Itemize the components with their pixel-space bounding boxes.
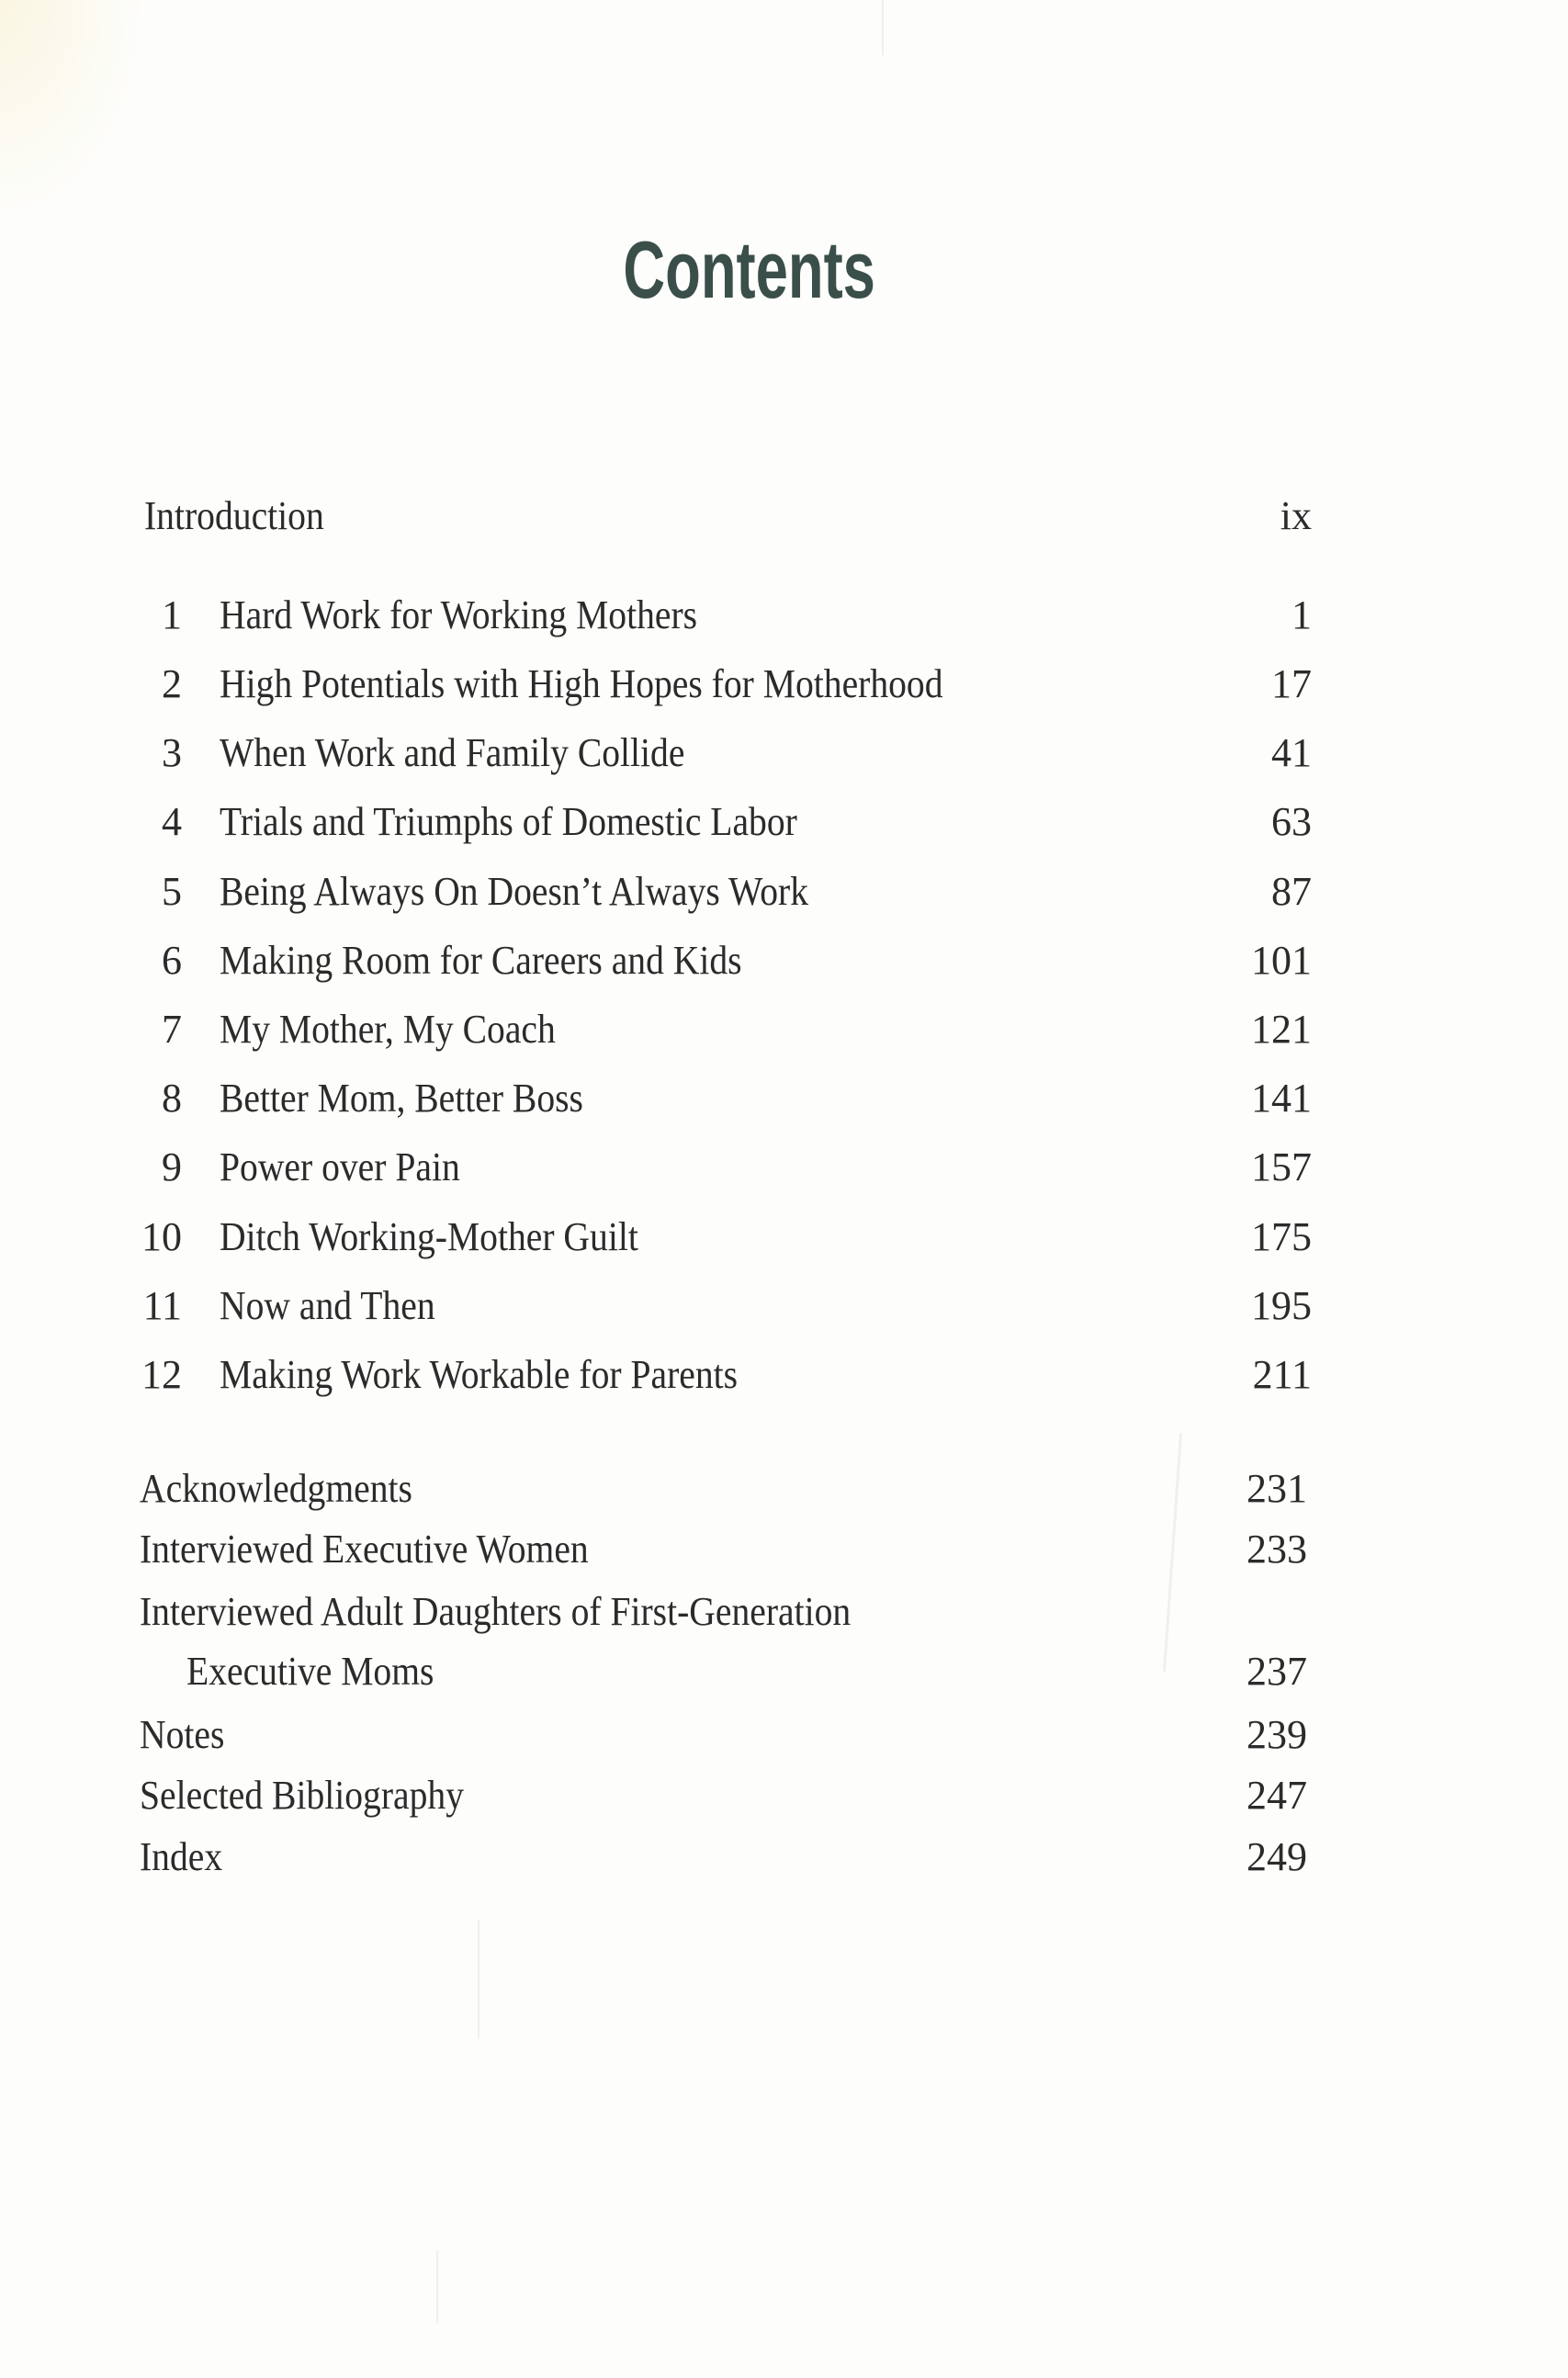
chapter-title: Making Work Workable for Parents: [220, 1352, 739, 1397]
toc-entry-title: Notes: [140, 1712, 225, 1757]
toc-chapter[interactable]: [0, 933, 1568, 988]
toc-entry-title-line1: Interviewed Adult Daughters of First-Generation: [140, 1589, 852, 1634]
chapter-number: 7: [162, 1007, 182, 1052]
chapter-number: 11: [142, 1283, 182, 1328]
toc-chapter[interactable]: [0, 1140, 1568, 1195]
toc-chapter[interactable]: [0, 1210, 1568, 1265]
toc-entry-title: Index: [140, 1834, 223, 1879]
toc-chapter[interactable]: [0, 795, 1568, 850]
chapter-page: 195: [1251, 1283, 1312, 1328]
chapter-page: 141: [1251, 1076, 1312, 1121]
toc-entry-acknowledgments[interactable]: [0, 1461, 1568, 1516]
toc-chapter[interactable]: [0, 1071, 1568, 1126]
toc-entry-page: 249: [1247, 1834, 1307, 1879]
toc-entry-selected-bibliography[interactable]: [0, 1768, 1568, 1823]
chapter-number: 8: [162, 1076, 182, 1121]
toc-entry-title: Acknowledgments: [140, 1466, 412, 1511]
toc-entry-interviewed-executive-women[interactable]: [0, 1522, 1568, 1577]
page-title-text: Contents: [623, 224, 876, 315]
toc-entry-title: Introduction: [144, 493, 324, 538]
toc-chapter[interactable]: [0, 726, 1568, 781]
toc-chapter[interactable]: [0, 1002, 1568, 1057]
toc-chapter[interactable]: [0, 588, 1568, 643]
toc-entry-page: ix: [1280, 493, 1312, 538]
chapter-page: 41: [1271, 730, 1312, 775]
chapter-page: 63: [1271, 799, 1312, 844]
chapter-page: 101: [1251, 938, 1312, 983]
toc-entry-index[interactable]: [0, 1830, 1568, 1885]
toc-entry-interviewed-adult-daughters[interactable]: [0, 1584, 1568, 1640]
scan-mark: [436, 2250, 438, 2324]
chapter-title: When Work and Family Collide: [220, 730, 685, 775]
chapter-title: Being Always On Doesn’t Always Work: [220, 869, 809, 914]
toc-entry-page: 233: [1247, 1527, 1307, 1572]
chapter-number: 9: [162, 1144, 182, 1189]
toc-entry-title: Selected Bibliography: [140, 1773, 465, 1818]
toc-chapter[interactable]: [0, 657, 1568, 712]
chapter-number: 12: [141, 1352, 182, 1397]
chapter-number: 3: [162, 730, 182, 775]
chapter-page: 1: [1292, 592, 1312, 637]
chapter-title: Hard Work for Working Mothers: [220, 592, 698, 637]
chapter-title: My Mother, My Coach: [220, 1007, 556, 1052]
toc-entry-interviewed-adult-daughters-cont[interactable]: [0, 1644, 1568, 1699]
chapter-page: 157: [1251, 1144, 1312, 1189]
toc-entry-page: 247: [1247, 1773, 1307, 1818]
chapter-number: 6: [162, 938, 182, 983]
page-title: [0, 224, 1499, 316]
toc-entry-page: 231: [1247, 1466, 1307, 1511]
toc-entry-page: 237: [1247, 1649, 1307, 1694]
chapter-page: 211: [1252, 1352, 1312, 1397]
scan-mark: [882, 0, 884, 55]
toc-entry-title: Interviewed Executive Women: [140, 1527, 589, 1572]
chapter-title: High Potentials with High Hopes for Motherhood: [220, 661, 943, 706]
toc-chapter[interactable]: [0, 1347, 1568, 1403]
toc-entry-notes[interactable]: [0, 1707, 1568, 1763]
toc-chapter[interactable]: [0, 864, 1568, 919]
chapter-title: Power over Pain: [220, 1144, 460, 1189]
scan-mark: [478, 1920, 479, 2039]
chapter-page: 87: [1271, 869, 1312, 914]
chapter-number: 10: [141, 1214, 182, 1259]
chapter-number: 4: [162, 799, 182, 844]
chapter-title: Now and Then: [220, 1283, 435, 1328]
chapter-number: 2: [162, 661, 182, 706]
toc-entry-title-line2: Executive Moms: [186, 1649, 434, 1694]
toc-entry-introduction[interactable]: [0, 489, 1568, 544]
chapter-number: 5: [162, 869, 182, 914]
chapter-title: Trials and Triumphs of Domestic Labor: [220, 799, 797, 844]
chapter-page: 175: [1251, 1214, 1312, 1259]
chapter-page: 121: [1251, 1007, 1312, 1052]
chapter-number: 1: [162, 592, 182, 637]
chapter-title: Ditch Working-Mother Guilt: [220, 1214, 638, 1259]
chapter-title: Making Room for Careers and Kids: [220, 938, 742, 983]
chapter-title: Better Mom, Better Boss: [220, 1076, 583, 1121]
toc-chapter[interactable]: [0, 1279, 1568, 1334]
chapter-page: 17: [1271, 661, 1312, 706]
toc-entry-page: 239: [1247, 1712, 1307, 1757]
